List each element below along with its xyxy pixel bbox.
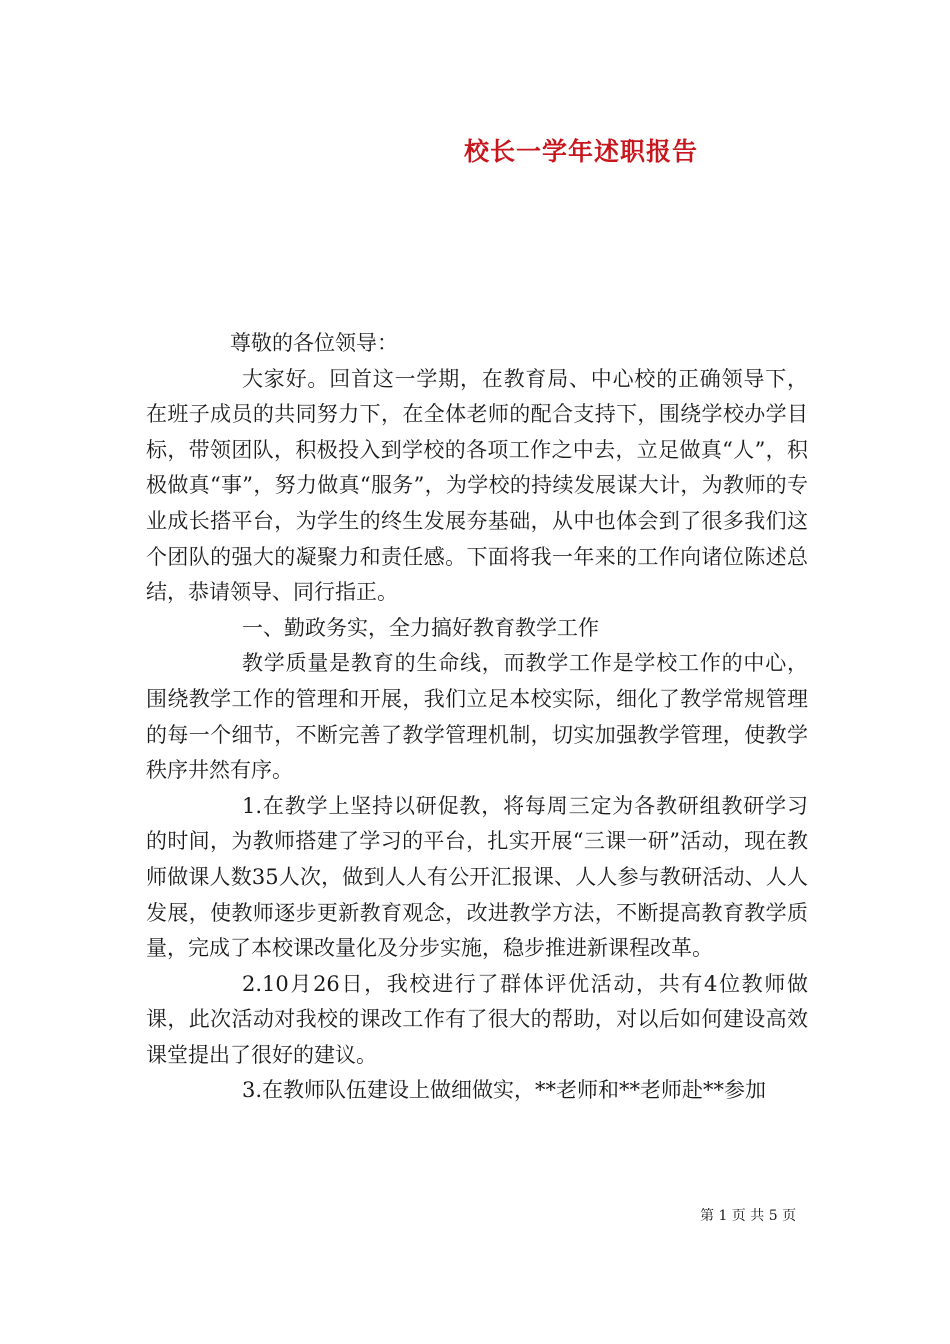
- paragraph-teaching-quality: 教学质量是教育的生命线，而教学工作是学校工作的中心，围绕教学工作的管理和开展，我们立足本校实际，细化了教学常规管理的每一个细节，不断完善了教学管理机制，切实加强教学管理，使教学秩序井然有序。: [146, 651, 808, 783]
- paragraph-intro: 大家好。回首这一学期，在教育局、中心校的正确领导下，在班子成员的共同努力下，在全体老师的配合支持下，围绕学校办学目标，带领团队，积极投入到学校的各项工作之中去，立足做真“人”，积极做真“事”，努力做真“服务”，为学校的持续发展谋大计，为教师的专业成长搭平台，为学生的终生发展夯基础，从中也体会到了很多我们这个团队的强大的凝聚力和责任感。下面将我一年来的工作向诸位陈述总结，恭请领导、同行指正。: [146, 366, 808, 605]
- document-body: [146, 326, 808, 1109]
- paragraph-item-2: 2.10月26日，我校进行了群体评优活动，共有4位教师做课，此次活动对我校的课改工作有了很大的帮助，对以后如何建设高效课堂提出了很好的建议。: [146, 971, 808, 1067]
- paragraph-item-3: 3.在教师队伍建设上做细做实，**老师和**老师赴**参加: [242, 1078, 767, 1103]
- paragraph-item-1: 1.在教学上坚持以研促教，将每周三定为各教研组教研学习的时间，为教师搭建了学习的平台，扎实开展“三课一研”活动，现在教师做课人数35人次，做到人人有公开汇报课、人人参与教研活动、人人发展，使教师逐步更新教育观念，改进教学方法，不断提高教育教学质量，完成了本校课改量化及分步实施，稳步推进新课程改革。: [146, 793, 808, 961]
- document-title: 校长一学年述职报告: [463, 137, 698, 166]
- section-heading-1: 一、勤政务实，全力搞好教育教学工作: [242, 615, 599, 640]
- page-number-footer: 第 1 页 共 5 页: [700, 1208, 797, 1224]
- greeting: 尊敬的各位领导：: [230, 331, 398, 355]
